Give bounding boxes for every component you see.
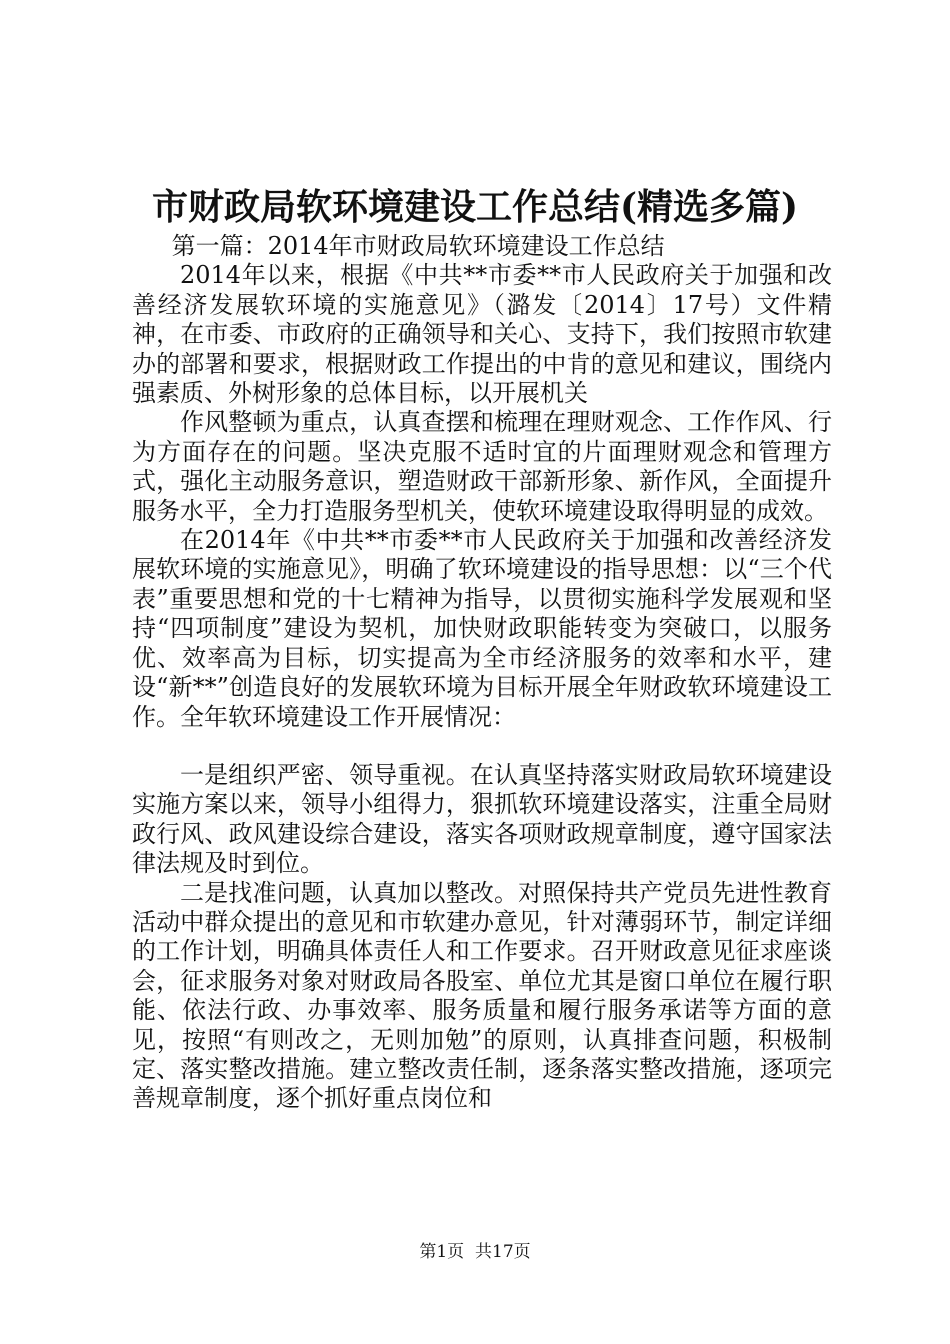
- paragraph: 2014年以来，根据《中共**市委**市人民政府关于加强和改善经济发展软环境的实施意见》（潞发〔2014〕17号）文件精神，在市委、市政府的正确领导和关心、支持下，我们按照市软建办的部署和要求，根据财政工作提出的中肯的意见和建议，围绕内强素质、外树形象的总体目标，以开展机关: [132, 261, 832, 408]
- page-footer: [0, 1240, 950, 1264]
- document-title: 市财政局软环境建设工作总结(精选多篇): [151, 186, 799, 228]
- page-total: 共17页: [475, 1242, 531, 1262]
- section-heading: 第一篇：2014年市财政局软环境建设工作总结: [171, 232, 665, 260]
- document-body: [132, 232, 832, 1114]
- paragraph: 二是找准问题，认真加以整改。对照保持共产党员先进性教育活动中群众提出的意见和市软建办意见，针对薄弱环节，制定详细的工作计划，明确具体责任人和工作要求。召开财政意见征求座谈会，征求服务对象对财政局各股室、单位尤其是窗口单位在履行职能、依法行政、办事效率、服务质量和履行服务承诺等方面的意见，按照“有则改之，无则加勉”的原则，认真排查问题，积极制定、落实整改措施。建立整改责任制，逐条落实整改措施，逐项完善规章制度，逐个抓好重点岗位和: [132, 878, 832, 1113]
- footer-gap: [464, 1242, 475, 1262]
- paragraph: 作风整顿为重点，认真查摆和梳理在理财观念、工作作风、行为方面存在的问题。坚决克服不适时宜的片面理财观念和管理方式，强化主动服务意识，塑造财政干部新形象、新作风，全面提升服务水平，全力打造服务型机关，使软环境建设取得明显的成效。: [132, 408, 832, 525]
- paragraph: 一是组织严密、领导重视。在认真坚持落实财政局软环境建设实施方案以来，领导小组得力，狠抓软环境建设落实，注重全局财政行风、政风建设综合建设，落实各项财政规章制度，遵守国家法律法规及时到位。: [132, 760, 832, 878]
- page-number: 第1页: [419, 1242, 465, 1262]
- paragraph: 在2014年《中共**市委**市人民政府关于加强和改善经济发展软环境的实施意见》，明确了软环境建设的指导思想：以“三个代表”重要思想和党的十七精神为指导，以贯彻实施科学发展观和坚持“四项制度”建设为契机，加快财政职能转变为突破口，以服务优、效率高为目标，切实提高为全市经济服务的效率和水平，建设“新**”创造良好的发展软环境为目标开展全年财政软环境建设工作。全年软环境建设工作开展情况：: [132, 526, 832, 731]
